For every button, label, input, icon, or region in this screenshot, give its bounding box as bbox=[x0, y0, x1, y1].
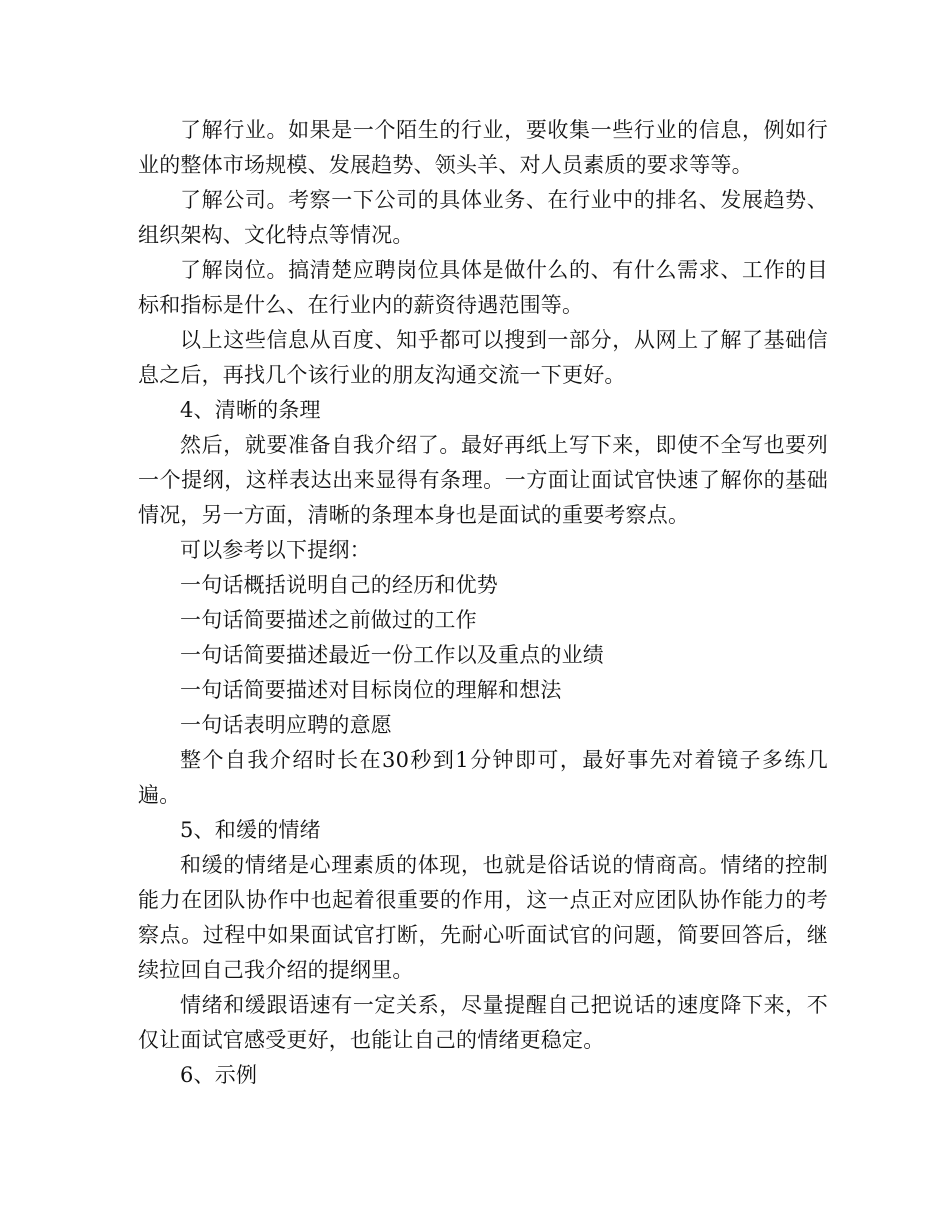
outline-item-intent: 一句话表明应聘的意愿 bbox=[180, 713, 392, 737]
paragraph-understand-position: 了解岗位。搞清楚应聘岗位具体是做什么的、有什么需求、工作的目标和指标是什么、在行业内的薪资待遇范围等。 bbox=[138, 258, 828, 317]
paragraph-prepare-self-intro: 然后，就要准备自我介绍了。最好再纸上写下来，即使不全写也要列一个提纲，这样表达出来显得有条理。一方面让面试官快速了解你的基础情况，另一方面，清晰的条理本身也是面试的重要考察点。 bbox=[138, 433, 828, 527]
paragraph-intro-duration: 整个自我介绍时长在30秒到1分钟即可，最好事先对着镜子多练几遍。 bbox=[138, 748, 828, 807]
paragraph-emotion-control: 和缓的情绪是心理素质的体现，也就是俗话说的情商高。情绪的控制能力在团队协作中也起着很重要的作用，这一点正对应团队协作能力的考察点。过程中如果面试官打断，先耐心听面试官的问题，简要回答后，继续拉回自己我介绍的提纲里。 bbox=[138, 853, 828, 982]
outline-item-experience: 一句话概括说明自己的经历和优势 bbox=[180, 573, 498, 597]
section-heading-calm-emotion: 5、和缓的情绪 bbox=[180, 818, 321, 842]
paragraph-outline-intro: 可以参考以下提纲： bbox=[180, 538, 371, 562]
paragraph-understand-company: 了解公司。考察一下公司的具体业务、在行业中的排名、发展趋势、组织架构、文化特点等情况。 bbox=[138, 188, 828, 247]
paragraph-speech-speed: 情绪和缓跟语速有一定关系，尽量提醒自己把说话的速度降下来，不仅让面试官感受更好，也能让自己的情绪更稳定。 bbox=[138, 993, 828, 1052]
outline-item-recent-job: 一句话简要描述最近一份工作以及重点的业绩 bbox=[180, 643, 604, 667]
outline-item-target-role: 一句话简要描述对目标岗位的理解和想法 bbox=[180, 678, 562, 702]
section-heading-clear-structure: 4、清晰的条理 bbox=[180, 398, 321, 422]
section-heading-example: 6、示例 bbox=[180, 1063, 258, 1087]
paragraph-understand-industry: 了解行业。如果是一个陌生的行业，要收集一些行业的信息，例如行业的整体市场规模、发展趋势、领头羊、对人员素质的要求等等。 bbox=[138, 118, 828, 177]
paragraph-info-sources: 以上这些信息从百度、知乎都可以搜到一部分，从网上了解了基础信息之后，再找几个该行业的朋友沟通交流一下更好。 bbox=[138, 328, 828, 387]
outline-item-past-work: 一句话简要描述之前做过的工作 bbox=[180, 608, 477, 632]
document-body bbox=[138, 113, 828, 1093]
